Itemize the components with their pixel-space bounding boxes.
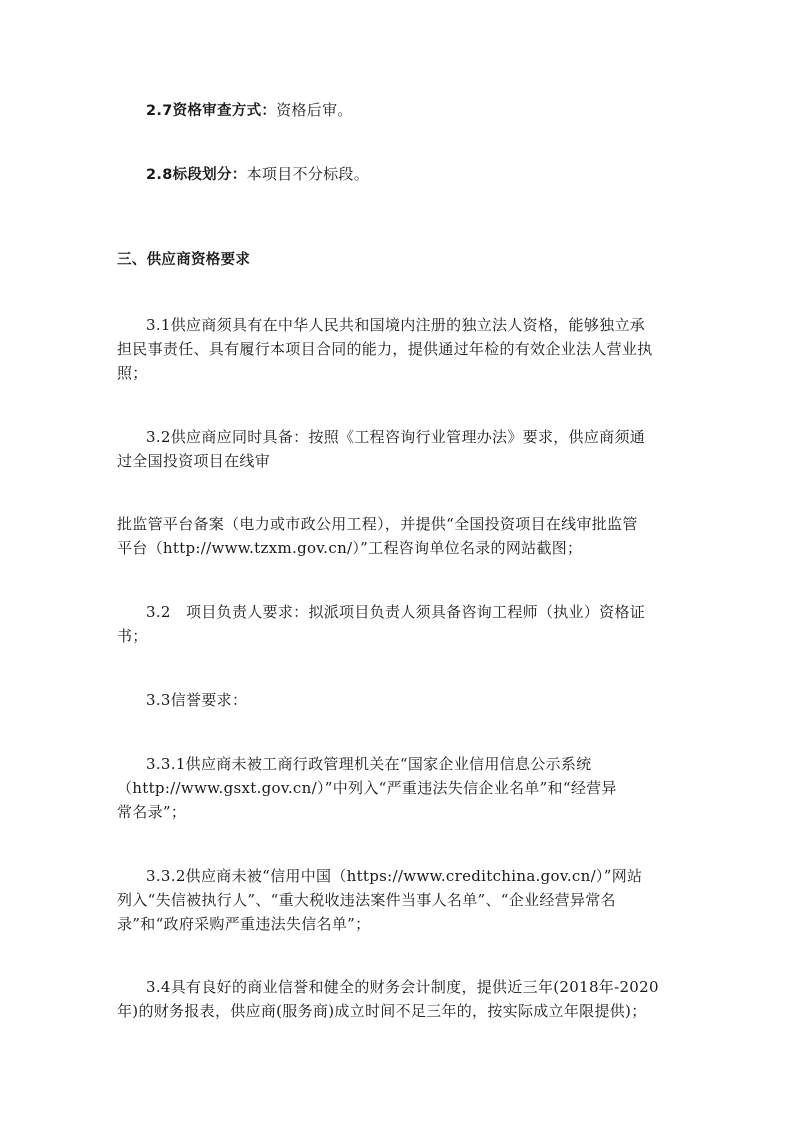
clause-3-1-line-2: 担民事责任、具有履行本项目合同的能力，提供通过年检的有效企业法人营业执 [117, 340, 653, 358]
clause-2-8 [146, 164, 677, 185]
clause-3-2-line-3: 批监管平台备案（电力或市政公用工程），并提供“全国投资项目在线审批监管 [117, 515, 638, 533]
clause-3-4-line-1: 3.4具有良好的商业信誉和健全的财务会计制度，提供近三年(2018年-2020 [146, 978, 659, 996]
clause-3-2-line-2: 过全国投资项目在线审 [117, 452, 271, 470]
clause-3-3-1-line-1: 3.3.1供应商未被工商行政管理机关在“国家企业信用信息公示系统 [146, 755, 592, 773]
clause-3-3-1-line-3: 常名录”； [117, 803, 187, 821]
clause-3-2-line-1: 3.2供应商应同时具备：按照《工程咨询行业管理办法》要求，供应商须通 [146, 428, 646, 446]
clause-3-2-manager-line-2: 书； [117, 627, 148, 645]
clause-2-8-label: 2.8标段划分： [146, 167, 247, 183]
clause-2-7-label: 2.7资格审查方式： [146, 103, 277, 119]
clause-3-3-2-line-1: 3.3.2供应商未被“信用中国（https://www.creditchina.gov.cn/）”网站 [146, 867, 643, 885]
clause-3-3-2-line-2: 列入“失信被执行人”、“重大税收违法案件当事人名单”、“企业经营异常名 [117, 891, 616, 909]
clause-3-3-2-line-3: 录”和“政府采购严重违法失信名单”； [117, 915, 371, 933]
clause-3-2-line-4: 平台（http://www.tzxm.gov.cn/）”工程咨询单位名录的网站截图； [117, 539, 583, 557]
clause-2-7-text: 资格后审。 [276, 101, 353, 119]
clause-2-8-text: 本项目不分标段。 [246, 165, 369, 183]
clause-3-1-line-3: 照； [117, 364, 148, 382]
clause-3-4-line-2: 年)的财务报表，供应商(服务商)成立时间不足三年的，按实际成立年限提供)； [117, 1002, 647, 1020]
clause-3-1-line-1: 3.1供应商须具有在中华人民共和国境内注册的独立法人资格，能够独立承 [146, 316, 646, 334]
clause-3-3: 3.3信誉要求： [146, 691, 248, 709]
section-3-heading: 三、供应商资格要求 [117, 252, 251, 268]
clause-3-2-manager-line-1: 3.2 项目负责人要求：拟派项目负责人须具备咨询工程师（执业）资格证 [146, 603, 646, 621]
clause-2-7 [146, 100, 677, 121]
clause-3-3-1-line-2: （http://www.gsxt.gov.cn/）”中列入“严重违法失信企业名单”和“经营异 [117, 779, 617, 797]
